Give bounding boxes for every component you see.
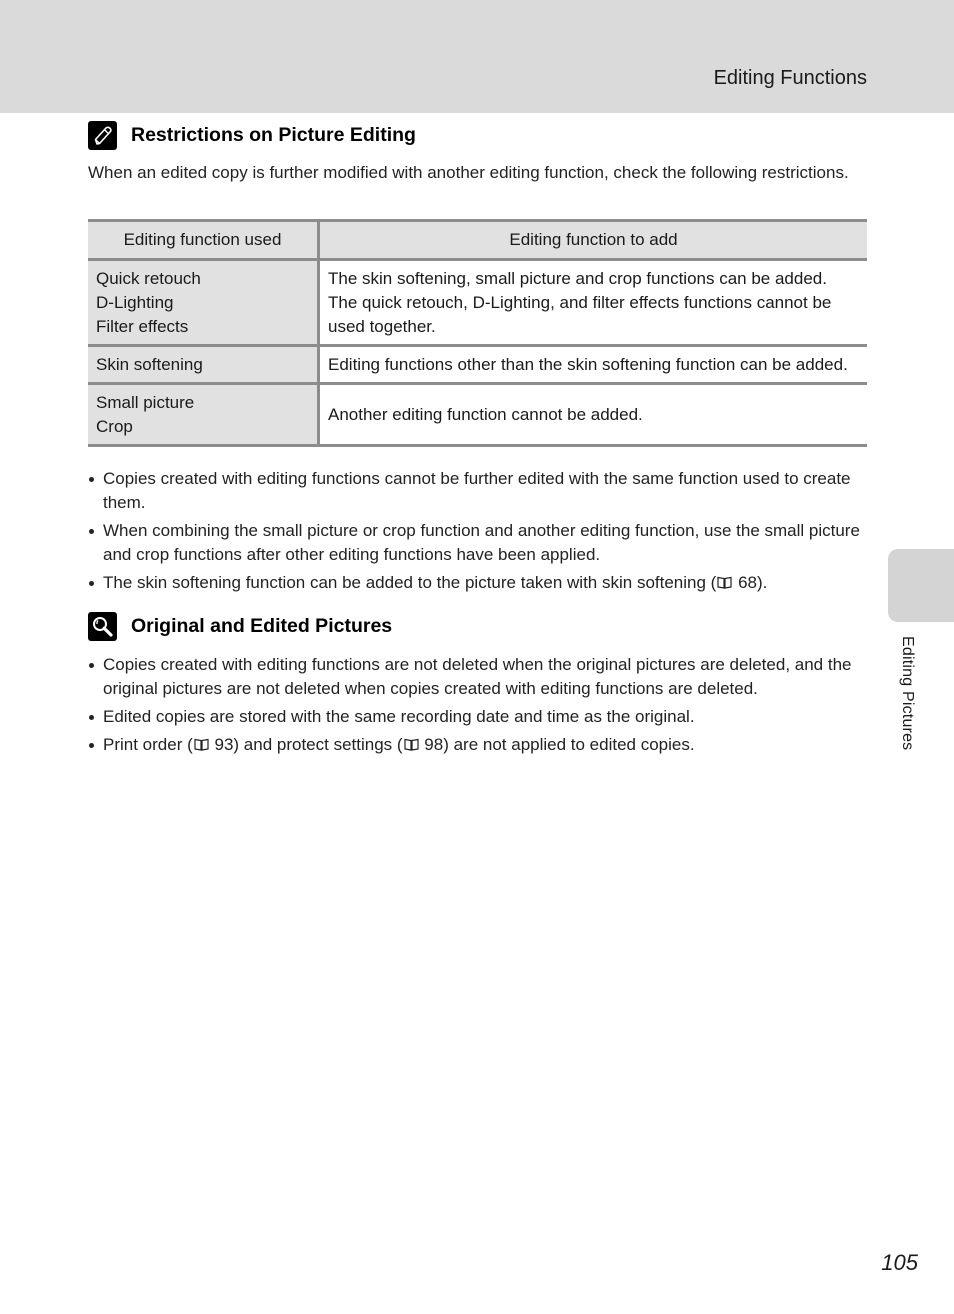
original-bullet-list	[88, 653, 870, 761]
restrictions-title: Restrictions on Picture Editing	[131, 124, 416, 146]
column-header-add: Editing function to add	[319, 221, 868, 260]
table-row	[88, 260, 867, 346]
function-name: Crop	[96, 417, 133, 436]
table-row	[88, 384, 867, 446]
pencil-icon	[88, 121, 117, 150]
list-item: Copies created with editing functions cannot be further edited with the same function used to create them.	[88, 467, 870, 515]
page-reference[interactable]: 93	[214, 735, 234, 754]
book-reference-icon	[194, 738, 209, 751]
function-used-cell	[88, 384, 319, 446]
bullet-text: ) are not applied to edited copies.	[443, 735, 695, 754]
bullet-text: The skin softening function can be added to the picture taken with skin softening (	[103, 573, 717, 592]
list-item	[88, 733, 870, 757]
list-item: Copies created with editing functions are not deleted when the original pictures are deleted, and the original pictures are not deleted when copies created with editing functions are deleted.	[88, 653, 870, 701]
original-title: Original and Edited Pictures	[131, 615, 393, 637]
side-tab-label: Editing Pictures	[899, 636, 916, 751]
section-title: Editing Functions	[713, 67, 867, 89]
function-name: D-Lighting	[96, 293, 174, 312]
function-to-add-cell: Another editing function cannot be added.	[319, 384, 868, 446]
table-header-row	[88, 221, 867, 260]
list-item	[88, 571, 870, 595]
function-used-cell	[88, 260, 319, 346]
function-name: Skin softening	[96, 355, 203, 374]
restrictions-heading	[88, 121, 416, 150]
restrictions-intro: When an edited copy is further modified with another editing function, check the following restrictions.	[88, 163, 849, 182]
list-item: Edited copies are stored with the same recording date and time as the original.	[88, 705, 870, 729]
restrictions-table	[88, 219, 867, 447]
header-band	[0, 0, 954, 113]
function-name: Quick retouch	[96, 269, 201, 288]
page-reference[interactable]: 98	[424, 735, 444, 754]
book-reference-icon	[404, 738, 419, 751]
table-row	[88, 346, 867, 384]
function-name: Small picture	[96, 393, 195, 412]
page-number: 105	[881, 1250, 918, 1275]
list-item: When combining the small picture or crop function and another editing function, use the small picture and crop functions after other editing functions have been applied.	[88, 519, 870, 567]
magnifier-icon	[88, 612, 117, 641]
bullet-text: ) and protect settings (	[233, 735, 403, 754]
bullet-text: ).	[756, 573, 768, 592]
side-tab	[888, 549, 954, 622]
book-reference-icon	[717, 576, 732, 589]
bullet-text: Print order (	[103, 735, 193, 754]
function-to-add-cell: The skin softening, small picture and crop functions can be added. The quick retouch, D-Lighting, and filter effects functions cannot be used together.	[319, 260, 868, 346]
column-header-used: Editing function used	[88, 221, 319, 260]
function-used-cell	[88, 346, 319, 384]
restrictions-bullet-list	[88, 467, 870, 599]
page-reference[interactable]: 68	[738, 573, 757, 592]
function-name: Filter effects	[96, 317, 189, 336]
original-heading	[88, 612, 392, 641]
function-to-add-cell: Editing functions other than the skin softening function can be added.	[319, 346, 868, 384]
